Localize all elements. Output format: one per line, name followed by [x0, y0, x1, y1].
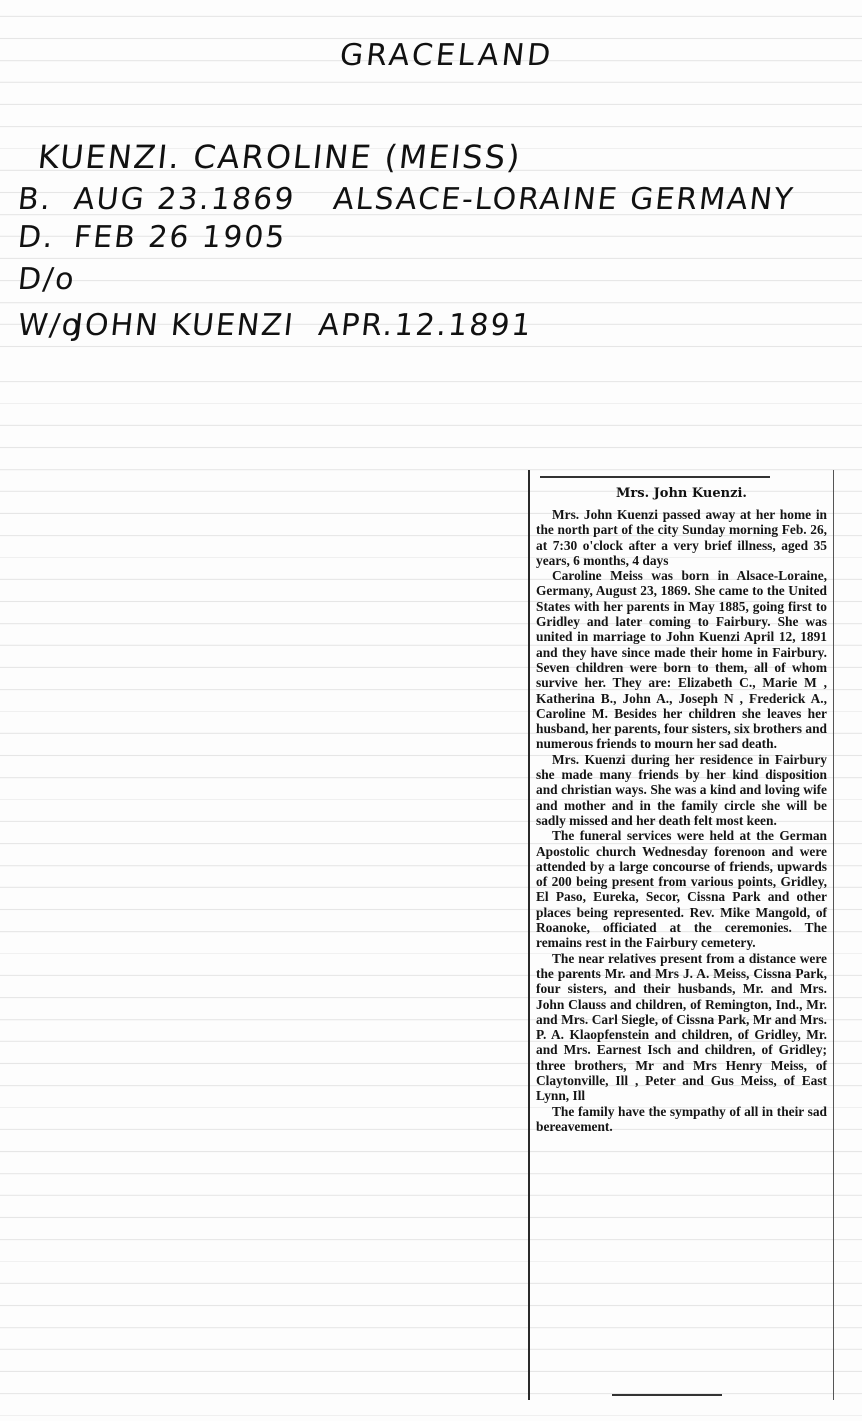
birth-prefix: B. [16, 182, 54, 217]
page-heading: GRACELAND [338, 38, 556, 73]
wife-of-prefix: W/o [16, 308, 84, 343]
death-line [16, 220, 288, 255]
death-date: FEB 26 1905 [72, 220, 289, 255]
birth-place: ALSACE-LORAINE GERMANY [331, 182, 797, 217]
clipping-bottom-rule [612, 1394, 722, 1396]
birth-line [16, 182, 796, 217]
name-line: KUENZI. CAROLINE (MEISS) [36, 138, 524, 176]
obituary-title: Mrs. John Kuenzi. [616, 486, 747, 501]
obituary-clipping [528, 470, 834, 1400]
obituary-paragraph: Caroline Meiss was born in Alsace-Loraine, Germany, August 23, 1869. She came to the United States with her parents in May 1885, going first to Gridley and later coming to Fairbury. She was united in marriage to John Kuenzi April 12, 1891 and they have since made their home in Fairbury. Seven children were born to them, all of whom survive her. They are: Elizabeth C., Marie M , Katherina B., John A., Joseph N , Frederick A., Caroline M. Besides her children she leaves her husband, her parents, four sisters, six brothers and numerous friends to mourn her sad death. [536, 568, 827, 752]
obituary-paragraph: The family have the sympathy of all in their sad bereavement. [536, 1103, 827, 1134]
spouse-name: JOHN KUENZI [72, 308, 297, 343]
death-prefix: D. [16, 220, 57, 255]
birth-date: AUG 23.1869 [72, 182, 298, 217]
obituary-paragraph: The funeral services were held at the German Apostolic church Wednesday forenoon and were attended by a large concourse of friends, upwards of 200 being present from various points, Gridley, El Paso, Eureka, Secor, Cissna Park and other places being represented. Rev. Mike Mangold, of Roanoke, officiated at the ceremonies. The remains rest in the Fairbury cemetery. [536, 828, 827, 951]
obituary-paragraph: Mrs. John Kuenzi passed away at her home in the north part of the city Sunday morning Feb. 26, at 7:30 o'clock after a very brief illness, aged 35 years, 6 months, 4 days [536, 507, 827, 568]
daughter-of-line: D/o [16, 262, 78, 297]
obituary-paragraph: Mrs. Kuenzi during her residence in Fairbury she made many friends by her kind disposition and christian ways. She was a kind and loving wife and mother and in the family circle she will be sadly missed and her death felt most keen. [536, 751, 827, 828]
marriage-date: APR.12.1891 [316, 308, 535, 343]
obituary-paragraph: The near relatives present from a distance were the parents Mr. and Mrs J. A. Meiss, Cissna Park, four sisters, and their husbands, Mr. and Mrs. John Clauss and children, of Remington, Ind., Mr. and Mrs. Carl Siegle, of Cissna Park, Mr and Mrs. P. A. Klaopfenstein and children, of Gridley, Mr. and Mrs. Earnest Isch and children, of Gridley; three brothers, Mr and Mrs Henry Meiss, of Claytonville, Ill , Peter and Gus Meiss, of East Lynn, Ill [536, 950, 827, 1104]
wife-of-line [16, 308, 534, 343]
